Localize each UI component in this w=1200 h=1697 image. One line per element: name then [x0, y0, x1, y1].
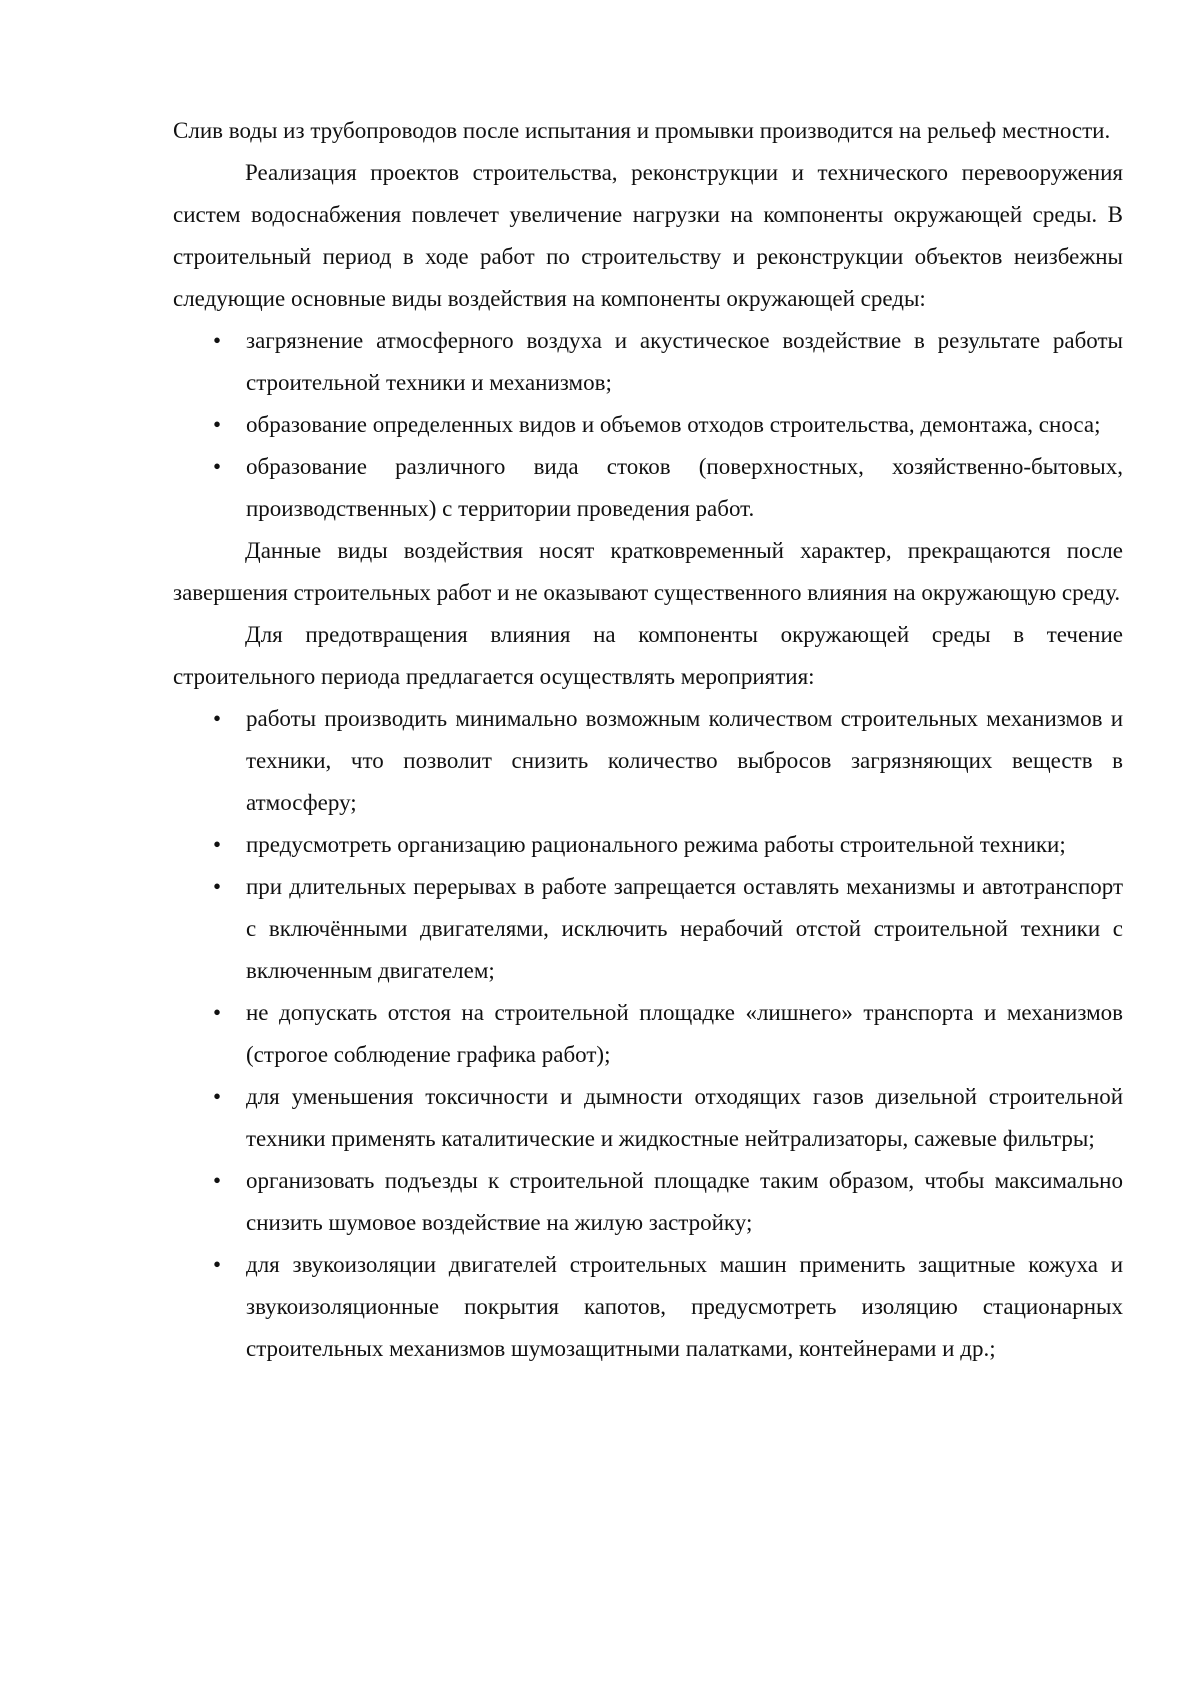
list-item: [173, 1244, 1123, 1370]
list-item-text: при длительных перерывах в работе запрещается оставлять механизмы и автотранспорт с включёнными двигателями, исключить нерабочий отстой строительной техники с включенным двигателем;: [246, 874, 1123, 983]
paragraph: Реализация проектов строительства, реконструкции и технического перевооружения систем водоснабжения повлечет увеличение нагрузки на компоненты окружающей среды. В строительный период в ходе работ по строительству и реконструкции объектов неизбежны следующие основные виды воздействия на компоненты окружающей среды:: [173, 160, 1123, 311]
list-item-text: предусмотреть организацию рационального режима работы строительной техники;: [246, 832, 1066, 857]
list-item: [173, 866, 1123, 992]
list-item-text: для звукоизоляции двигателей строительных машин применить защитные кожуха и звукоизоляционные покрытия капотов, предусмотреть изоляцию стационарных строительных механизмов шумозащитными палатками, контейнерами и др.;: [246, 1252, 1123, 1361]
list-item: [173, 1076, 1123, 1160]
list-item: [173, 992, 1123, 1076]
list-item: [173, 320, 1123, 404]
bullet-list: [173, 698, 1123, 1370]
bullet-icon: •: [212, 874, 222, 899]
list-item-text: организовать подъезды к строительной площадке таким образом, чтобы максимально снизить шумовое воздействие на жилую застройку;: [246, 1168, 1123, 1235]
list-item: [173, 404, 1123, 446]
bullet-icon: •: [212, 706, 222, 731]
list-item-text: для уменьшения токсичности и дымности отходящих газов дизельной строительной техники применять каталитические и жидкостные нейтрализаторы, сажевые фильтры;: [246, 1084, 1123, 1151]
list-item-text: образование различного вида стоков (поверхностных, хозяйственно-бытовых, производственных) с территории проведения работ.: [246, 454, 1123, 521]
list-item: [173, 1160, 1123, 1244]
bullet-icon: •: [212, 454, 222, 479]
bullet-icon: •: [212, 1084, 222, 1109]
bullet-icon: •: [212, 328, 222, 353]
paragraph: Для предотвращения влияния на компоненты окружающей среды в течение строительного периода предлагается осуществлять мероприятия:: [173, 622, 1123, 689]
bullet-icon: •: [212, 1000, 222, 1025]
paragraph: Слив воды из трубопроводов после испытания и промывки производится на рельеф местности.: [173, 118, 1111, 143]
bullet-list: [173, 320, 1123, 530]
list-item: [173, 446, 1123, 530]
list-item-text: образование определенных видов и объемов отходов строительства, демонтажа, сноса;: [246, 412, 1101, 437]
list-item-text: работы производить минимально возможным количеством строительных механизмов и техники, что позволит снизить количество выбросов загрязняющих веществ в атмосферу;: [246, 706, 1123, 815]
document-body: [173, 110, 1123, 1370]
bullet-icon: •: [212, 1252, 222, 1277]
bullet-icon: •: [212, 832, 222, 857]
bullet-icon: •: [212, 1168, 222, 1193]
list-item-text: не допускать отстоя на строительной площадке «лишнего» транспорта и механизмов (строгое соблюдение графика работ);: [246, 1000, 1123, 1067]
bullet-icon: •: [212, 412, 222, 437]
paragraph: Данные виды воздействия носят кратковременный характер, прекращаются после завершения строительных работ и не оказывают существенного влияния на окружающую среду.: [173, 538, 1123, 605]
list-item: [173, 824, 1123, 866]
list-item-text: загрязнение атмосферного воздуха и акустическое воздействие в результате работы строительной техники и механизмов;: [246, 328, 1123, 395]
list-item: [173, 698, 1123, 824]
